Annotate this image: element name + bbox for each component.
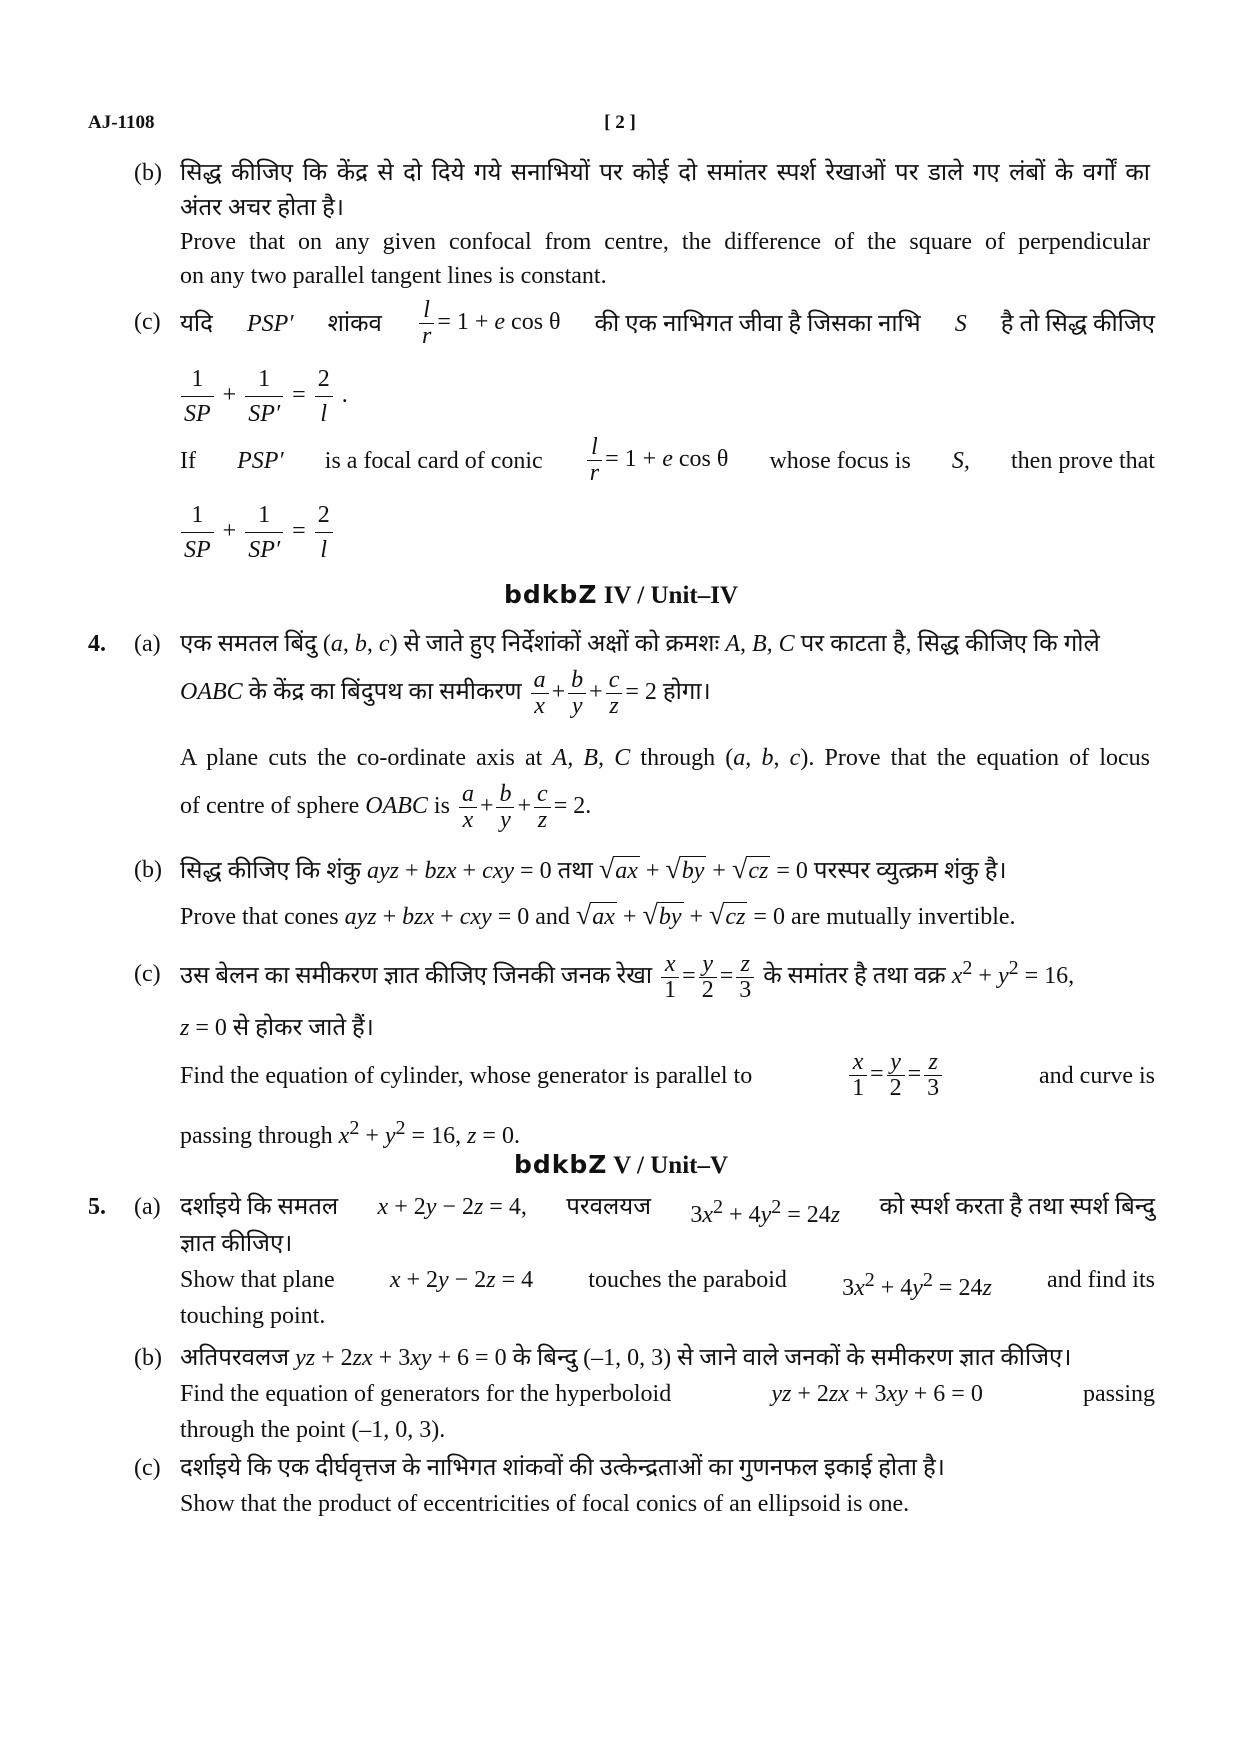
q4b-en-1: Prove that cones (180, 904, 339, 930)
q5a-hi-1: दर्शाइये कि समतल (180, 1194, 339, 1220)
q3c-hindi-line (180, 298, 1155, 349)
q3c-en-end: then prove that (1011, 447, 1155, 474)
q4c-en-2: and curve is (1039, 1062, 1155, 1089)
q3c-en-chord: PSP′ (237, 447, 284, 474)
q4a-hi-5: होगा। (662, 679, 711, 706)
q3c-en-focus: S, (951, 447, 970, 474)
q3c-hi-pre: यदि (180, 310, 213, 337)
q3b-hindi-line1: सिद्ध कीजिए कि केंद्र से दो दिये गये सनाभियों पर कोई दो समांतर स्पर्श रेखाओं पर डाले गए लंबों के वर्गों का (180, 160, 1150, 186)
q4a-hi-4: के केंद्र का बिंदुपथ का समीकरण (248, 679, 522, 706)
unit-v-heading (0, 1150, 1242, 1180)
q4a-hi-3: पर काटता है, सिद्ध कीजिए कि गोले (800, 631, 1100, 657)
q5a-en-2: touches the paraboid (588, 1267, 787, 1293)
q4c-label: (c) (134, 961, 161, 987)
q5c-hindi-line: दर्शाइये कि एक दीर्घवृत्तज के नाभिगत शांकवों की उत्केन्द्रताओं का गुणनफल इकाई होता है। (180, 1455, 945, 1481)
q3c-hi-post: की एक नाभिगत जीवा है जिसका नाभि (594, 310, 921, 337)
q5b-hi-1: अतिपरवलज (180, 1345, 290, 1371)
q3c-focus: S (954, 310, 967, 337)
q3c-result-hi: $\frac{1}{SP}$ + $\frac{1}{SP'}$ = $\frac{2}{l}$ . (178, 362, 348, 431)
q4a-en-4: of centre of sphere (180, 793, 360, 820)
q4a-english-line2: of centre of sphere OABC is $\frac{a}{x}$ + $\frac{b}{y}$ + $\frac{c}{z}$ = 2. (180, 781, 592, 834)
q4c-en-ratio: $\frac{x}{1}$ = $\frac{y}{2}$ = $\frac{z}{3}$ (846, 1050, 945, 1101)
q5a-hindi-line1: दर्शाइये कि समतल x + 2y − 2z = 4, परवलयज $3x^2 + 4y^2 = 24z$ को स्पर्श करता है तथा स्पर्श बिन्दु (180, 1189, 1155, 1233)
page-number: [ 2 ] (604, 112, 636, 133)
q3b-hindi-line2: अंतर अचर होता है। (180, 195, 344, 221)
q3b-english-line1: Prove that on any given confocal from centre, the difference of the square of perpendicular (180, 229, 1150, 255)
q3c-english-line (180, 435, 1155, 486)
q4a-hi-2: से जाते हुए निर्देशांकों अक्षों को क्रमशः (403, 631, 720, 657)
unit-v-text: V / Unit–V (613, 1152, 729, 1179)
q4c-hi-2: के समांतर है तथा वक्र (763, 963, 946, 989)
unit-v-glyph: bdkbZ (513, 1150, 608, 1179)
q4a-en-5: is (433, 793, 450, 820)
q4c-english-line2: passing through $x^2 + y^2 = 16$, z = 0. (180, 1117, 520, 1149)
q5a-hi-3: को स्पर्श करता है तथा स्पर्श बिन्दु (879, 1194, 1155, 1220)
q4a-hindi-line1: एक समतल बिंदु (a, b, c) से जाते हुए निर्देशांकों अक्षों को क्रमशः A, B, C पर काटता है, सिद्ध कीजिए कि गोले (180, 631, 1100, 657)
q3c-hi-mid: शांकव (327, 310, 382, 337)
q3c-en-pre: If (180, 447, 196, 474)
q4c-en-3: passing through (180, 1123, 333, 1149)
q4a-label: (a) (134, 631, 161, 657)
q3c-en-post: whose focus is (769, 447, 911, 474)
q5a-en-3: and find its (1046, 1267, 1155, 1293)
q5b-en-1: Find the equation of generators for the hyperboloid (180, 1381, 672, 1407)
q3b-english-line2: on any two parallel tangent lines is constant. (180, 263, 607, 289)
q4b-en-3: are mutually invertible. (790, 904, 1016, 930)
q4b-en-2: and (535, 904, 570, 930)
q5a-label: (a) (134, 1194, 161, 1220)
q4b-label: (b) (134, 857, 162, 883)
q4b-hindi-line: सिद्ध कीजिए कि शंकु ayz + bzx + cxy = 0 तथा √ax + √by + √cz = 0 परस्पर व्युत्क्रम शंकु है। (180, 854, 1007, 885)
q4c-hindi-line1: उस बेलन का समीकरण ज्ञात कीजिए जिनकी जनक रेखा $\frac{x}{1}$ = $\frac{y}{2}$ = $\frac{z}{3}$ के समांतर है तथा वक्र $x^2 + y^2 = 16$, (180, 950, 1075, 1003)
q5b-hindi-line: अतिपरवलज yz + 2zx + 3xy + 6 = 0 के बिन्दु (–1, 0, 3) से जाने वाले जनकों के समीकरण ज्ञात कीजिए। (180, 1345, 1072, 1371)
q4b-english-line: Prove that cones ayz + bzx + cxy = 0 and √ax + √by + √cz = 0 are mutually invertible. (180, 900, 1016, 931)
q5b-label: (b) (134, 1345, 162, 1371)
q4a-en-3: . Prove that the equation of locus (808, 745, 1151, 771)
q4c-hindi-line2: z = 0 से होकर जाते हैं। (180, 1015, 374, 1041)
unit-iv-glyph: bdkbZ (504, 580, 598, 609)
q3c-chord: PSP′ (246, 310, 294, 337)
q3c-hi-end: है तो सिद्ध कीजिए (1000, 310, 1155, 337)
q3c-en-conic-eq: $\frac{l}{r}$ = 1 + e cos θ (584, 435, 729, 486)
q4-number: 4. (88, 631, 106, 657)
q5b-hi-2: के बिन्दु (–1, 0, 3) से जाने वाले जनकों के समीकरण ज्ञात कीजिए। (512, 1345, 1072, 1371)
q3c-conic-eq: $\frac{l}{r}$ = 1 + e cos θ (416, 298, 561, 349)
q4c-english-line1 (180, 1050, 1155, 1101)
q4b-hi-1: सिद्ध कीजिए कि शंकु (180, 858, 361, 884)
q4c-hi-3: से होकर जाते हैं। (232, 1015, 374, 1041)
q4a-hi-1: एक समतल बिंदु (180, 631, 317, 657)
q5b-english-line1: Find the equation of generators for the hyperboloid yz + 2zx + 3xy + 6 = 0 passing (180, 1376, 1155, 1412)
q5-number: 5. (88, 1194, 106, 1220)
q5a-en-1: Show that plane (180, 1267, 335, 1293)
q4b-hi-2: तथा (557, 858, 593, 884)
paper-code: AJ-1108 (88, 112, 155, 133)
q3c-result-en: $\frac{1}{SP}$ + $\frac{1}{SP'}$ = $\frac{2}{l}$ (178, 498, 336, 567)
q4a-en-1: A plane cuts the co-ordinate axis at (180, 745, 543, 771)
q5c-english-line: Show that the product of eccentricities of focal conics of an ellipsoid is one. (180, 1491, 910, 1517)
q4c-hi-1: उस बेलन का समीकरण ज्ञात कीजिए जिनकी जनक रेखा (180, 963, 653, 989)
unit-iv-heading (0, 580, 1242, 610)
q4a-en-2: through (640, 745, 716, 771)
q4a-english-line1: A plane cuts the co-ordinate axis at A, B, C through (a, b, c). Prove that the equation of locus (180, 745, 1151, 771)
q4a-hindi-line2: OABC के केंद्र का बिंदुपथ का समीकरण $\frac{a}{x}$ + $\frac{b}{y}$ + $\frac{c}{z}$ = 2 होगा। (180, 667, 711, 720)
unit-iv-text: IV / Unit–IV (603, 582, 738, 609)
q3c-en-mid: is a focal card of conic (324, 447, 543, 474)
q3b-label: (b) (134, 160, 162, 186)
q5a-hi-2: परवलयज (566, 1194, 652, 1220)
q5b-english-line2: through the point (–1, 0, 3). (180, 1417, 446, 1443)
q5a-english-line2: touching point. (180, 1303, 326, 1329)
q5c-label: (c) (134, 1455, 161, 1481)
q3c-label: (c) (134, 309, 161, 335)
q5a-hindi-line2: ज्ञात कीजिए। (180, 1231, 293, 1257)
q5b-en-2: passing (1083, 1381, 1155, 1407)
q4c-en-1: Find the equation of cylinder, whose generator is parallel to (180, 1062, 753, 1089)
q4b-hi-3: परस्पर व्युत्क्रम शंकु है। (813, 858, 1007, 884)
q5a-english-line1: Show that plane x + 2y − 2z = 4 touches the paraboid $3x^2 + 4y^2 = 24z$ and find its (180, 1262, 1155, 1306)
